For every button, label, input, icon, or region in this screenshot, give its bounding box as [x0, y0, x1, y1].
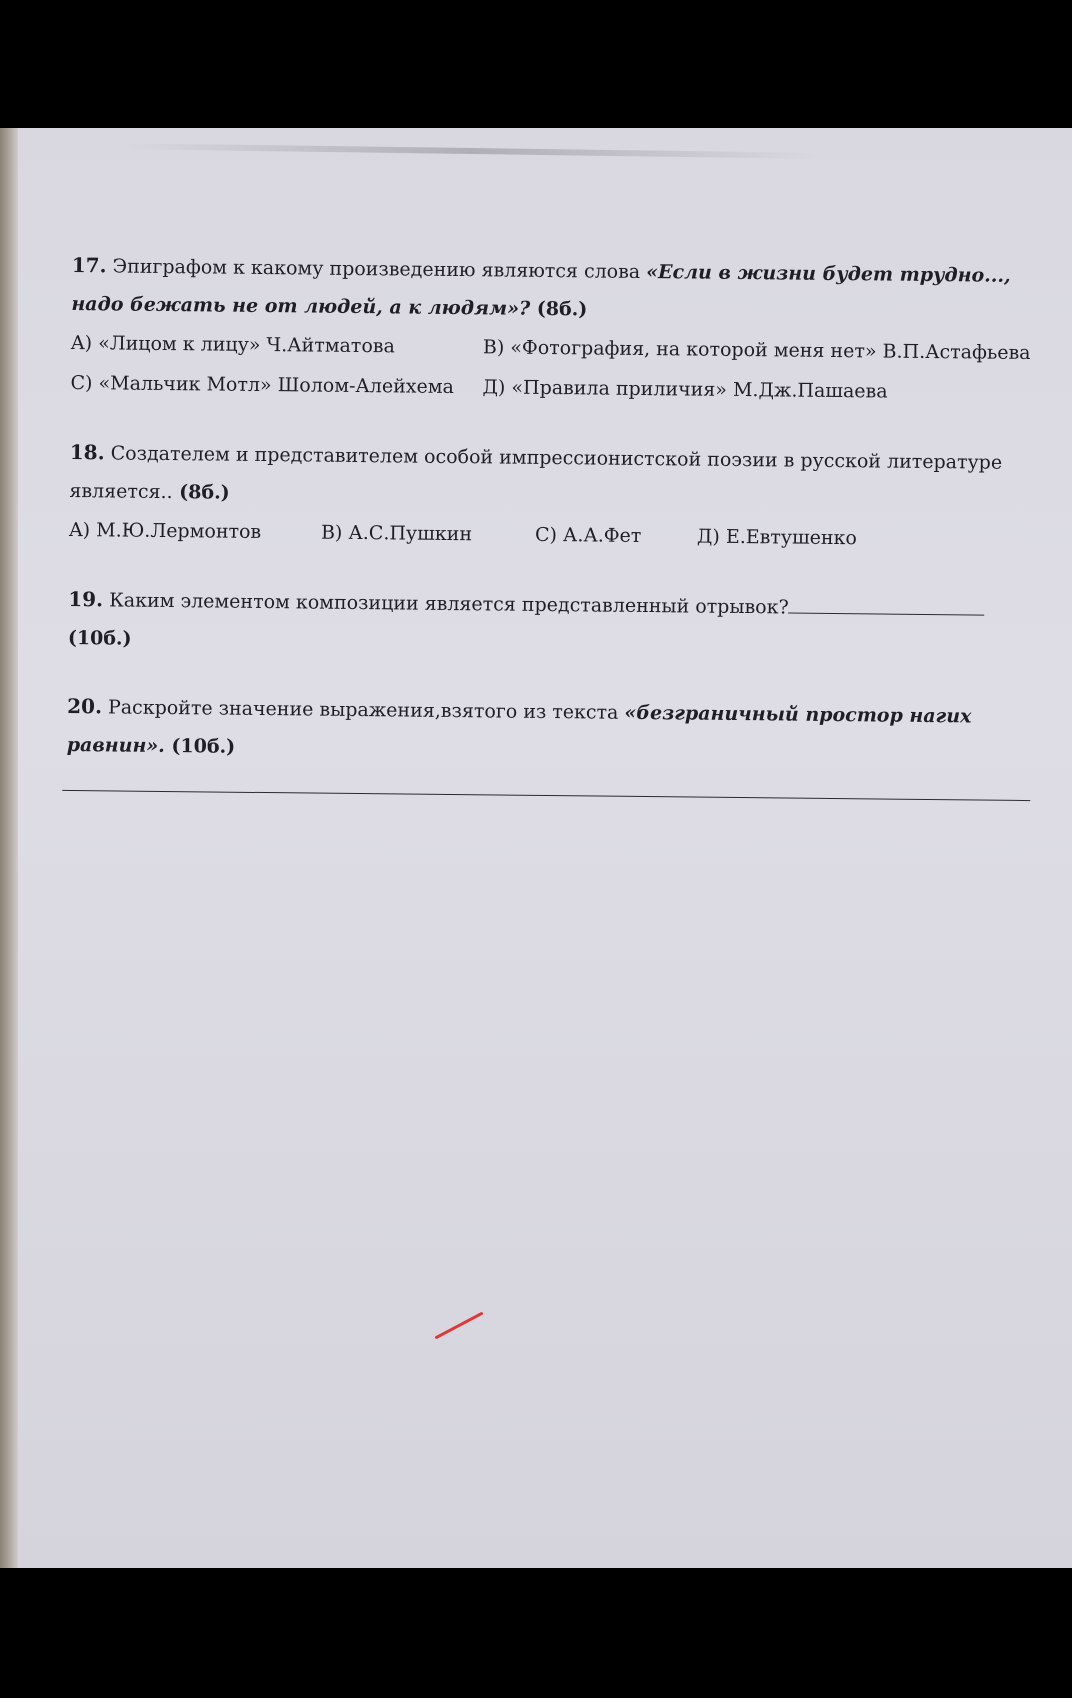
question-18-text: [69, 433, 1040, 520]
question-prompt: Эпиграфом к какому произведению являются слова: [106, 255, 647, 284]
question-prompt: Создателем и представителем особой импрессионистской поэзии в русской литературе является..: [69, 442, 1003, 504]
question-20: [66, 687, 1037, 801]
question-18: [69, 433, 1040, 560]
red-pen-mark: [434, 1311, 483, 1339]
answer-option-b[interactable]: B) А.С.Пушкин: [320, 521, 473, 546]
answer-option-d[interactable]: Д) «Правила приличия» М.Дж.Пашаева: [482, 376, 888, 403]
question-prompt: Раскройте значение выражения,взятого из текста: [101, 696, 625, 724]
answer-option-a[interactable]: A) «Лицом к лицу» Ч.Айтматова: [70, 331, 395, 358]
answer-option-d[interactable]: Д) Е.Евтушенко: [696, 525, 858, 550]
answer-options: [70, 323, 1041, 413]
points-label: (8б.): [172, 481, 230, 504]
points-label: (8б.): [530, 297, 588, 321]
epigraph-quote: «Если в жизни будет трудно..., надо бежать не от людей, а к людям»?: [71, 261, 1011, 320]
answer-option-c[interactable]: C) А.А.Фет: [534, 523, 642, 547]
expression-quote: «безграничный простор нагих равнин».: [66, 701, 972, 757]
photo-background-top: [0, 0, 1072, 128]
points-label: (10б.): [164, 735, 236, 758]
question-number: 20.: [67, 693, 103, 719]
points-label: (10б.): [67, 626, 132, 650]
question-17: [70, 246, 1042, 413]
question-number: 19.: [68, 586, 104, 612]
photo-background-bottom: [0, 1568, 1072, 1698]
answer-option-a[interactable]: A) М.Ю.Лермонтов: [68, 518, 262, 543]
answer-option-c[interactable]: C) «Мальчик Мотл» Шолом-Алейхема: [70, 371, 455, 399]
question-number: 17.: [71, 252, 107, 278]
paper-left-edge: [0, 128, 18, 1568]
questions-block: [66, 246, 1042, 801]
question-prompt: Каким элементом композиции является представленный отрывок?: [102, 589, 789, 619]
paper-sheet: [0, 128, 1072, 1568]
answer-blank[interactable]: [789, 595, 985, 616]
question-17-text: [71, 246, 1042, 333]
paper-shadow: [120, 143, 820, 159]
answer-option-b[interactable]: B) «Фотография, на которой меня нет» В.П.Астафьева: [482, 336, 1031, 365]
question-19: [68, 580, 1039, 667]
question-20-text: [67, 687, 1038, 774]
question-number: 18.: [69, 439, 105, 465]
